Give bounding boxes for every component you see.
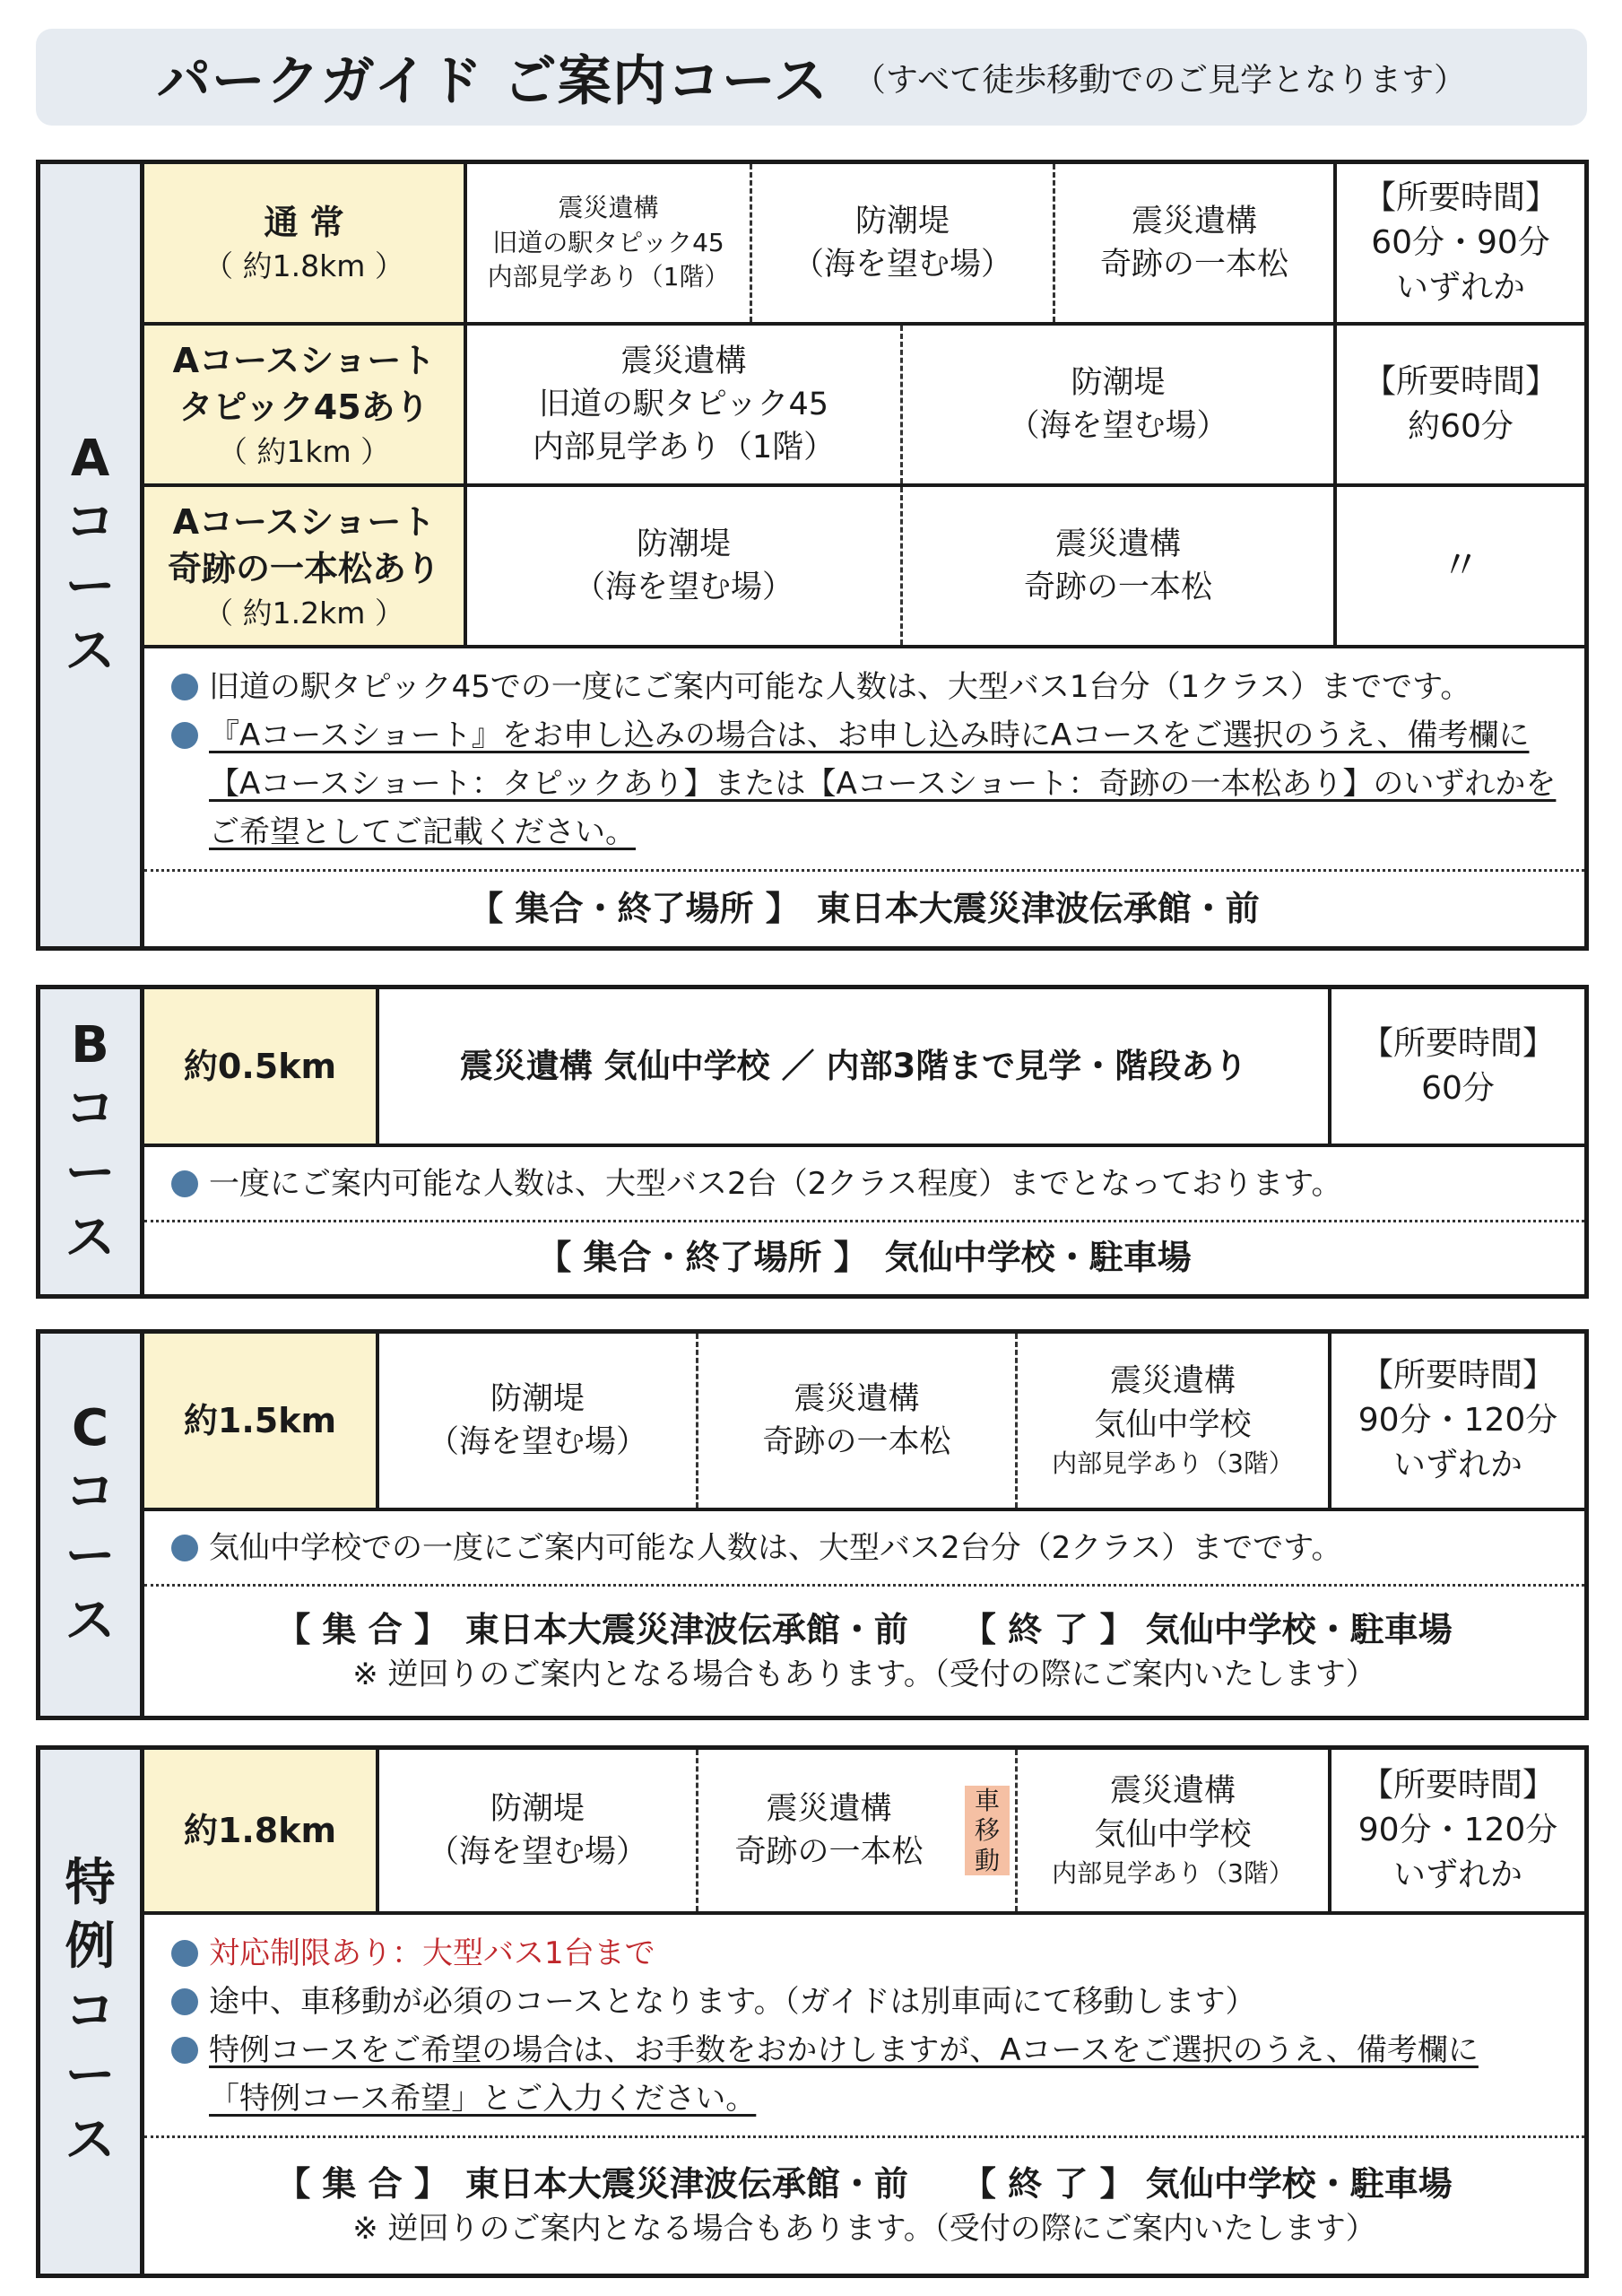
note-item: 『Aコースショート』をお申し込みの場合は、お申し込み時にAコースをご選択のうえ、備考欄に xyxy=(171,711,1563,760)
time-cell: 【所要時間】 約60分 xyxy=(1363,363,1557,445)
stop-cell: 震災遺構 奇跡の一本松 xyxy=(698,1334,1018,1508)
distance-cell: 約0.5km xyxy=(144,989,379,1144)
distance-cell: 約1.5km xyxy=(144,1334,379,1508)
course-special xyxy=(36,1745,1589,2278)
note-item: 「特例コース希望」とご入力ください。 xyxy=(209,2081,757,2117)
distance-cell: Aコースショート 奇跡の一本松あり （ 約1.2km ） xyxy=(144,487,467,645)
stop-cell: 防潮堤 （海を望む場） xyxy=(752,164,1055,322)
course-a-row-short-tapic xyxy=(144,326,1584,487)
course-c-label: C コ ー ス xyxy=(40,1334,144,1716)
time-cell: 【所要時間】 60分 xyxy=(1360,1025,1555,1107)
stop-cell: 防潮堤 （海を望む場） xyxy=(903,326,1337,483)
course-special-row xyxy=(144,1750,1584,1915)
note-item: 旧道の駅タピック45での一度にご案内可能な人数は、大型バス1台分（1クラス）までです。 xyxy=(171,663,1563,711)
course-a-row-normal xyxy=(144,164,1584,326)
stop-cell: 防潮堤 （海を望む場） xyxy=(379,1334,698,1508)
time-cell: 【所要時間】 60分・90分 いずれか xyxy=(1363,179,1557,306)
bullet-icon xyxy=(171,2037,198,2064)
note-item: ご希望としてご記載ください。 xyxy=(209,814,636,850)
distance-cell: 通 常 （ 約1.8km ） xyxy=(144,164,467,322)
note-item: 特例コースをご希望の場合は、お手数をおかけしますが、Aコースをご選択のうえ、備考欄に xyxy=(171,2026,1563,2074)
stop-cell: 震災遺構 旧道の駅タピック45 内部見学あり（1階） xyxy=(467,164,752,322)
course-special-meeting-place: 【 集 合 】 東日本大震災津波伝承館・前 【 終 了 】 気仙中学校・駐車場 ※ 逆回りのご案内となる場合もあります。（受付の際にご案内いたします） xyxy=(276,2164,1453,2248)
course-b-meeting-place: 【 集合・終了場所 】 気仙中学校・駐車場 xyxy=(537,1238,1192,1278)
course-c-meeting-place: 【 集 合 】 東日本大震災津波伝承館・前 【 終 了 】 気仙中学校・駐車場 ※ 逆回りのご案内となる場合もあります。（受付の際にご案内いたします） xyxy=(276,1609,1453,1692)
note-item: 気仙中学校での一度にご案内可能な人数は、大型バス2台分（2クラス）までです。 xyxy=(171,1524,1563,1572)
note-item: 一度にご案内可能な人数は、大型バス2台（2クラス程度）までとなっております。 xyxy=(171,1160,1563,1208)
page-subtitle: （すべて徒歩移動でのご見学となります） xyxy=(853,61,1467,99)
course-c xyxy=(36,1329,1589,1720)
bullet-icon xyxy=(171,674,198,700)
course-c-row xyxy=(144,1334,1584,1511)
page-header xyxy=(36,29,1587,126)
time-cell: 【所要時間】 90分・120分 いずれか xyxy=(1357,1767,1558,1893)
page-title: パークガイド ご案内コース xyxy=(156,50,828,113)
course-b-notes xyxy=(144,1147,1584,1222)
note-item: 対応制限あり：大型バス1台まで xyxy=(171,1929,1563,1978)
stop-cell: 震災遺構 気仙中学校 内部見学あり（3階） xyxy=(1018,1334,1331,1508)
bullet-icon xyxy=(171,1988,198,2015)
course-a xyxy=(36,160,1589,951)
bullet-icon xyxy=(171,1170,198,1197)
stop-cell: 震災遺構 奇跡の一本松 xyxy=(1055,164,1337,322)
stop-cell: 震災遺構 奇跡の一本松 xyxy=(903,487,1337,645)
course-c-notes xyxy=(144,1511,1584,1587)
course-special-label: 特 例 コ ー ス xyxy=(40,1750,144,2274)
note-item: 【Aコースショート：タピックあり】または【Aコースショート：奇跡の一本松あり】のいずれかを xyxy=(209,766,1557,802)
stop-cell: 防潮堤 （海を望む場） xyxy=(379,1750,698,1911)
stop-cell: 震災遺構 旧道の駅タピック45 内部見学あり（1階） xyxy=(467,326,903,483)
course-a-meeting-place: 【 集合・終了場所 】 東日本大震災津波伝承館・前 xyxy=(469,888,1260,928)
time-cell: 〃 xyxy=(1441,542,1480,588)
course-b-row xyxy=(144,989,1584,1147)
course-a-notes xyxy=(144,648,1584,872)
distance-cell: Aコースショート タピック45あり （ 約1km ） xyxy=(144,326,467,483)
bullet-icon xyxy=(171,722,198,749)
note-item: 途中、車移動が必須のコースとなります。（ガイドは別車両にて移動します） xyxy=(171,1978,1563,2026)
bullet-icon xyxy=(171,1940,198,1967)
bullet-icon xyxy=(171,1535,198,1561)
car-transfer-badge: 車 移 動 xyxy=(965,1786,1010,1876)
distance-cell: 約1.8km xyxy=(144,1750,379,1911)
stop-cell: 防潮堤 （海を望む場） xyxy=(467,487,903,645)
course-b-label: B コ ー ス xyxy=(40,989,144,1294)
course-a-row-short-pine xyxy=(144,487,1584,648)
time-cell: 【所要時間】 90分・120分 いずれか xyxy=(1357,1357,1558,1483)
stop-cell: 震災遺構 奇跡の一本松 車 移 動 xyxy=(698,1750,1018,1911)
course-special-notes xyxy=(144,1915,1584,2138)
course-b xyxy=(36,985,1589,1299)
stop-cell: 震災遺構 気仙中学校 ／ 内部3階まで見学・階段あり xyxy=(379,989,1331,1144)
stop-cell: 震災遺構 気仙中学校 内部見学あり（3階） xyxy=(1018,1750,1331,1911)
course-a-label: A コ ー ス xyxy=(40,164,144,946)
